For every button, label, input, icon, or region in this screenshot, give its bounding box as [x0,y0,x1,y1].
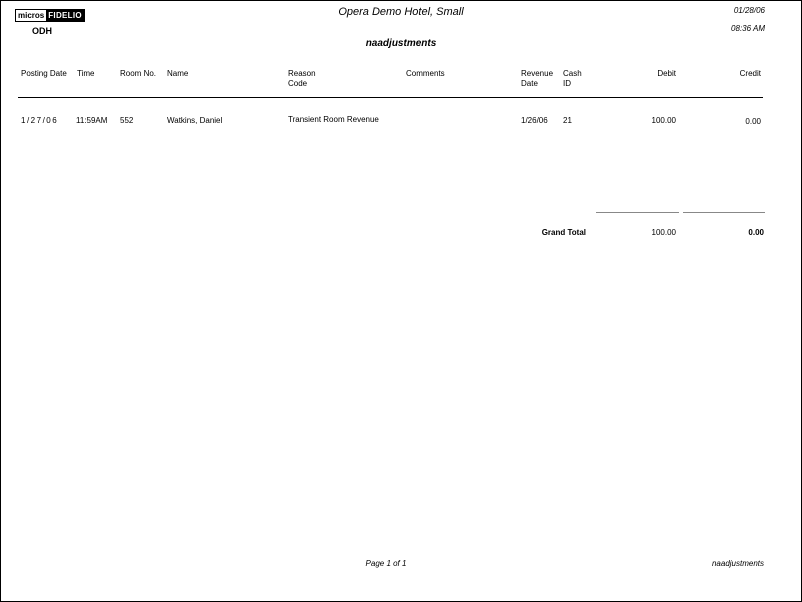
micros-fidelio-logo [15,9,85,22]
col-reason-code [288,69,316,89]
col-reason-code-line2: Code [288,79,308,88]
credit-total-rule [683,212,765,213]
cell-time: 11:59AM [76,116,108,125]
report-date: 01/28/06 [733,6,765,15]
col-comments: Comments [406,69,445,78]
logo-part-fidelio: FIDELIO [48,11,82,20]
col-posting-date: Posting Date [21,69,67,78]
cell-posting-date: 1/27/06 [21,116,59,125]
cell-debit: 100.00 [651,116,676,125]
col-debit: Debit [657,69,676,78]
cell-room-no: 552 [120,116,134,125]
footer-report-name: naadjustments [711,559,764,568]
col-time: Time [77,69,95,78]
property-code: ODH [32,26,52,36]
cell-reason-code: Transient Room Revenue [288,115,379,124]
debit-total-rule [596,212,679,213]
logo-part-micros: micros [18,11,45,20]
cell-name: Watkins, Daniel [167,116,223,125]
cell-revenue-date: 1/26/06 [521,116,548,125]
cell-cash-id: 21 [563,116,572,125]
report-title: naadjustments [365,38,437,49]
page-number: Page 1 of 1 [365,559,407,568]
header-divider [18,97,763,98]
col-room-no: Room No. [120,69,157,78]
col-credit: Credit [739,69,761,78]
cell-credit: 0.00 [745,117,761,126]
col-revenue-date-line1: Revenue [521,69,554,78]
hotel-name: Opera Demo Hotel, Small [338,6,464,18]
grand-total-credit: 0.00 [748,228,764,237]
col-cash-id-line2: ID [563,79,571,88]
grand-total-label: Grand Total [541,228,586,237]
grand-total-debit: 100.00 [651,228,676,237]
col-revenue-date-line2: Date [521,79,538,88]
col-reason-code-line1: Reason [288,69,316,78]
col-cash-id [563,69,582,89]
col-cash-id-line1: Cash [563,69,582,78]
col-name: Name [167,69,189,78]
report-time: 08:36 AM [731,24,765,33]
col-revenue-date [521,69,553,89]
